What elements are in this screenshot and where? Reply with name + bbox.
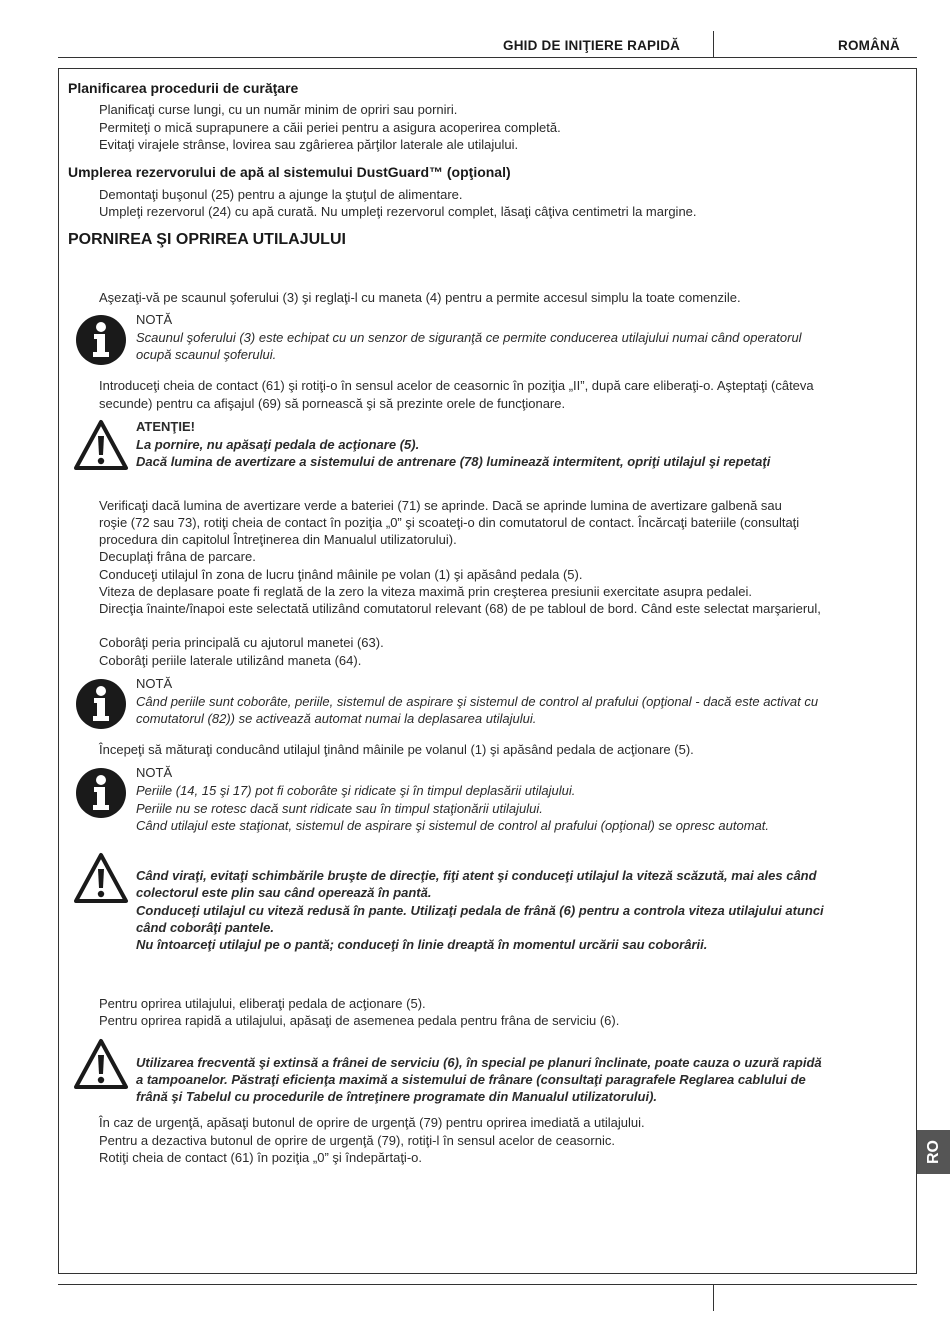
dustguard-line: Demontaţi buşonul (25) pentru a ajunge la ştuţul de alimentare. (99, 187, 463, 202)
step-emergency-line: În caz de urgenţă, apăsaţi butonul de oprire de urgenţă (79) pentru oprirea imediată a utilajului. (99, 1115, 645, 1130)
step-key-line: Introduceţi cheia de contact (61) şi rotiţi-o în sensul acelor de ceasornic în poziţia „II”, după care eliberaţi-o. Aşteptaţi (câteva (99, 378, 814, 393)
step-battery-line: Verificaţi dacă lumina de avertizare verde a bateriei (71) se aprinde. Dacă se aprinde lumina de avertizare galbenă sau (99, 498, 782, 513)
step-battery-line: Direcţia înainte/înapoi este selectată utilizând comutatorul relevant (68) de pe tabloul de bord. Când este selectat marşarierul, (99, 601, 821, 616)
warning-label: ATENŢIE! (136, 419, 195, 434)
step-emergency-line: Pentru a dezactiva butonul de oprire de urgenţă (79), rotiţi-l în sensul acelor de ceasornic. (99, 1133, 615, 1148)
step-seat: Aşezaţi-vă pe scaunul şoferului (3) şi reglaţi-l cu maneta (4) pentru a permite accesul simplu la toate comenzile. (99, 290, 741, 305)
note-text: Scaunul şoferului (3) este echipat cu un senzor de siguranţă ce permite conducerea utilajului numai când operatorul (136, 330, 802, 345)
warning-icon (73, 1038, 129, 1090)
info-icon (75, 678, 127, 730)
warning-text: Utilizarea frecventă şi extinsă a frânei de serviciu (6), în special pe planuri înclinate, poate cauza o uzură rapidă (136, 1055, 822, 1070)
step-sweep: Începeţi să măturaţi conducând utilajul ţinând mâinile pe volanul (1) şi apăsând pedala de acţionare (5). (99, 742, 694, 757)
note-text: Periile nu se rotesc dacă sunt ridicate sau în timpul staţionării utilajului. (136, 801, 543, 816)
header-rule (58, 57, 917, 58)
footer-divider (713, 1284, 714, 1311)
note-label: NOTĂ (136, 312, 173, 327)
step-brushes-line: Coborâţi periile laterale utilizând maneta (64). (99, 653, 362, 668)
language-label: ROMÂNĂ (838, 38, 900, 53)
warning-text: frână şi Tabelul cu procedurile de întreţinere programate din Manualul utilizatorului). (136, 1089, 658, 1104)
planning-line: Planificaţi curse lungi, cu un număr minim de opriri sau porniri. (99, 102, 458, 117)
note-text: Când utilajul este staţionat, sistemul de aspirare şi sistemul de control al prafului (opţional) se opresc automat. (136, 818, 769, 833)
note-text: Periile (14, 15 şi 17) pot fi coborâte şi ridicate şi în timpul deplasării utilajului. (136, 783, 576, 798)
step-stop-line: Pentru oprirea utilajului, eliberaţi pedala de acţionare (5). (99, 996, 426, 1011)
step-key-line: secunde) pentru ca afişajul (69) să pornească şi să prezinte orele de funcţionare. (99, 396, 566, 411)
warning-icon (73, 852, 129, 904)
step-battery-line: Conduceţi utilajul în zona de lucru ţinând mâinile pe volan (1) şi apăsând pedala (5). (99, 567, 583, 582)
warning-text: Nu întoarceţi utilajul pe o pantă; conduceţi în linie dreaptă în momentul urcării sau coborârii. (136, 937, 708, 952)
note-text: ocupă scaunul şoferului. (136, 347, 277, 362)
planning-title: Planificarea procedurii de curăţare (68, 80, 299, 96)
dustguard-title: Umplerea rezervorului de apă al sistemului DustGuard™ (opţional) (68, 164, 511, 180)
step-stop-line: Pentru oprirea rapidă a utilajului, apăsaţi de asemenea pedala pentru frâna de serviciu (6). (99, 1013, 620, 1028)
warning-text: Când viraţi, evitaţi schimbările bruşte de direcţie, fiţi atent şi conduceţi utilajul la viteză scăzută, mai ales când (136, 868, 817, 883)
step-battery-line: procedura din capitolul Întreţinerea din Manualul utilizatorului). (99, 532, 457, 547)
warning-text: La pornire, nu apăsaţi pedala de acţionare (5). (136, 437, 420, 452)
section-title: PORNIREA ŞI OPRIREA UTILAJULUI (68, 231, 346, 248)
guide-title: GHID DE INIŢIERE RAPIDĂ (503, 38, 681, 53)
step-emergency-line: Rotiţi cheia de contact (61) în poziţia „0” şi îndepărtaţi-o. (99, 1150, 422, 1165)
dustguard-line: Umpleţi rezervorul (24) cu apă curată. Nu umpleţi rezervorul complet, lăsaţi câţiva centimetri la margine. (99, 204, 697, 219)
footer-rule (58, 1284, 917, 1285)
planning-line: Permiteţi o mică suprapunere a căii periei pentru a asigura acoperirea completă. (99, 120, 561, 135)
step-battery-line: Viteza de deplasare poate fi reglată de la zero la viteza maximă prin creşterea presiunii exercitate asupra pedalei. (99, 584, 753, 599)
warning-text: colectorul este plin sau când operează în pantă. (136, 885, 432, 900)
note-text: Când periile sunt coborâte, periile, sistemul de aspirare şi sistemul de control al prafului (opţional - dacă este activat cu (136, 694, 819, 709)
step-brushes-line: Coborâţi peria principală cu ajutorul manetei (63). (99, 635, 384, 650)
warning-text: Conduceţi utilajul cu viteză redusă în pante. Utilizaţi pedala de frână (6) pentru a controla viteza utilajului atunci (136, 903, 824, 918)
info-icon (75, 314, 127, 366)
info-icon (75, 767, 127, 819)
note-label: NOTĂ (136, 676, 173, 691)
planning-line: Evitaţi virajele strânse, lovirea sau zgârierea părţilor laterale ale utilajului. (99, 137, 519, 152)
note-label: NOTĂ (136, 765, 173, 780)
step-battery-line: Decuplaţi frâna de parcare. (99, 549, 256, 564)
language-tab-label: RO (924, 1140, 942, 1164)
header-divider (713, 31, 714, 57)
note-text: comutatorul (82)) se activează automat numai la deplasarea utilajului. (136, 711, 537, 726)
warning-icon (73, 419, 129, 471)
warning-text: când coborâţi pantele. (136, 920, 274, 935)
language-tab (917, 1130, 950, 1174)
warning-text: a tampoanelor. Păstraţi eficienţa maximă a sistemului de frânare (consultaţi paragrafele Reglarea cablului de (136, 1072, 806, 1087)
warning-text: Dacă lumina de avertizare a sistemului de antrenare (78) luminează intermitent, opriţi utilajul şi repetaţi (136, 454, 771, 469)
step-battery-line: roşie (72 sau 73), rotiţi cheia de contact în poziţia „0” şi scoateţi-o din comutatorul de contact. Încărcaţi bateriile (consultaţi (99, 515, 800, 530)
